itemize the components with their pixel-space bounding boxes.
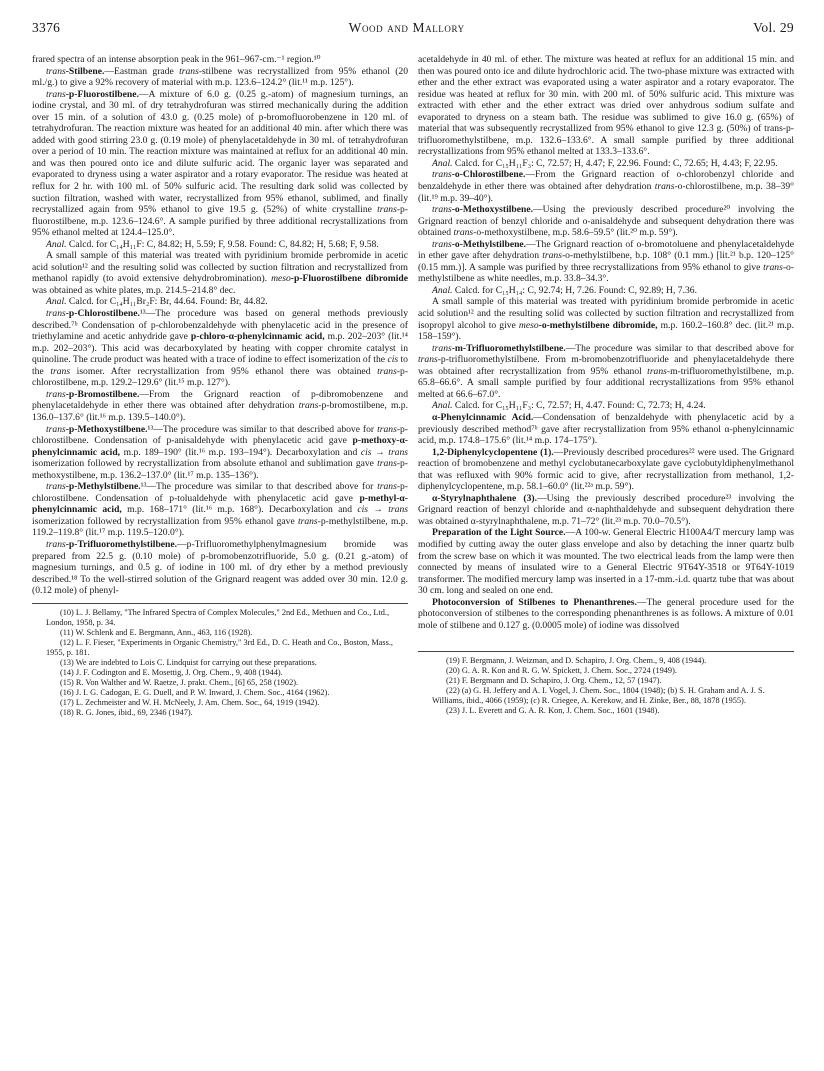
text-run: -o-methoxystilbene, m.p. 58.6–59.5° (lit.²⁰ m.p. 59°). bbox=[473, 227, 678, 239]
text-run: trans bbox=[46, 423, 66, 435]
text-run: trans bbox=[50, 365, 71, 377]
text-run: —A 100-w. General Electric H100A4/T mercury lamp was modified by cutting away the outer glass envelope and also by detaching the inner quartz bulb from the screw base on which it was mounted. The two electrical leads from the lamp were then connected by means of insulated wire to a General Electric 9T64Y-3518 or 9T64Y-1019 transformer. The modified mercury lamp was inserted in a 17-mm.-i.d. quartz tube that was about 30 cm. long and sealed on one end. bbox=[418, 527, 795, 597]
text-run: m.p. 189–190° (lit.¹⁶ m.p. 193–194°). Decarboxylation and bbox=[120, 446, 361, 458]
text-run: isomerization followed by recrystallization from 95% ethanol gave bbox=[32, 515, 298, 527]
footnote: (11) W. Schlenk and E. Bergmann, Ann., 463, 116 (1928). bbox=[60, 627, 253, 637]
paragraph: acetaldehyde in 40 ml. of ether. The mixture was heated at reflux for an additional 15 min. and then was poured onto ice and dilute hydrochloric acid. The two-phase mixture was extracted with ether and the ether extract was evaporated using a water aspirator and a rotary evaporator. The residue was heated at reflux for 30 min. with 200 ml. of 50% sulfuric acid. This mixture was extracted with ether and the ether extract was dried over anhydrous sodium sulfate and evaporated to dryness on a steam bath. The residue was sublimed to give 16.0 g. (65%) of material that was subsequently recrystallized from 95% ethanol to give 12.3 g. (50%) of trans-p-trifluoromethylstilbene, m.p. 132.6–133.6°. A small sample purified by three additional recrystallizations from 95% ethanol melted at 133.3–133.6°. bbox=[418, 54, 794, 158]
text-run: -p-Trifluoromethylstilbene. bbox=[65, 538, 178, 550]
analysis-paragraph bbox=[32, 296, 408, 308]
text-run: Anal. bbox=[46, 238, 67, 250]
footnote: (10) L. J. Bellamy, "The Infrared Spectra of Complex Molecules," 2nd Ed., Methuen and Co., Ltd., London, 1958, p. 34. bbox=[46, 607, 390, 627]
footnote: (13) We are indebted to Lois C. Lindquist for carrying out these preparations. bbox=[60, 657, 317, 667]
paragraph-p-trifluoromethylstilbene bbox=[32, 539, 408, 597]
footnote: (12) L. F. Fieser, "Experiments in Organic Chemistry," 3rd Ed., D. C. Heath and Co., Boston, Mass., 1955, p. 181. bbox=[46, 637, 394, 657]
text-run: ¹³—The procedure was similar to that described above for bbox=[140, 481, 378, 493]
text-run: ¹³—The procedure was similar to that described above for bbox=[147, 423, 378, 435]
text-run: trans bbox=[46, 308, 66, 320]
text-run: trans bbox=[377, 365, 397, 377]
text-run: -m-Trifluoromethylstilbene. bbox=[451, 342, 566, 354]
text-run: Calcd. for C₁₄H₁₁F: C, 84.82; H, 5.59; F, 9.58. Found: C, 84.82; H, 5.68; F, 9.58. bbox=[66, 238, 379, 250]
text-run: trans bbox=[46, 388, 66, 400]
text-run: trans bbox=[432, 204, 452, 216]
text-run: p-methyl-α-phenylcinnamic acid, bbox=[32, 492, 408, 516]
text-run: -p-Methoxystilbene. bbox=[65, 423, 148, 435]
text-run: Photoconversion of Stilbenes to Phenanthrenes. bbox=[432, 596, 637, 608]
footnote: (23) J. L. Everett and G. A. R. Kon, J. Chem. Soc., 1601 (1948). bbox=[446, 706, 660, 716]
text-run: 1,2-Diphenylcyclopentene (1). bbox=[432, 446, 554, 458]
paragraph-p-fluorostilbene bbox=[32, 89, 408, 239]
text-run: trans bbox=[453, 227, 474, 239]
text-run: trans bbox=[179, 65, 199, 77]
text-run: m.p. 168–171° (lit.¹⁶ m.p. 168°). Decarboxylation and bbox=[121, 504, 358, 516]
analysis-paragraph bbox=[418, 285, 794, 297]
text-run: -Stilbene. bbox=[65, 65, 105, 77]
text-run: trans bbox=[542, 250, 562, 262]
page-header bbox=[32, 20, 794, 44]
paragraph-o-methylstilbene bbox=[418, 239, 794, 285]
text-run: → bbox=[368, 504, 389, 516]
text-run: -p-Fluorostilbene. bbox=[65, 88, 139, 100]
footnote: (15) R. Von Walther and W. Raetze, J. prakt. Chem., [6] 65, 258 (1902). bbox=[60, 677, 299, 687]
text-run: p-chloro-α-phenylcinnamic acid, bbox=[190, 331, 325, 343]
text-run: A small sample of this material was treated with pyridinium bromide perbromide in acetic acid solution¹² and the resulting solid was collected by suction filtration and recrystallized from methanol rapidly (to avoid extensive dehydrobromination). bbox=[32, 250, 408, 285]
left-column bbox=[32, 54, 408, 718]
footnote: (20) G. A. R. Kon and R. G. W. Spickett, J. Chem. Soc., 2724 (1949). bbox=[446, 666, 677, 676]
text-run: trans bbox=[46, 538, 66, 550]
text-run: —The procedure was similar to that described above for bbox=[565, 342, 794, 354]
text-run: trans bbox=[388, 446, 409, 458]
text-run: trans bbox=[377, 204, 397, 216]
text-run: —Eastman grade bbox=[104, 65, 180, 77]
text-run: → bbox=[371, 446, 389, 458]
text-run: -p-chlorostilbene, m.p. 129.2–129.6° (lit.¹⁵ m.p. 127°). bbox=[32, 365, 409, 389]
text-run: A small sample of this material was treated with pyridinium bromide perbromide in acetic acid solution¹² and the resulting solid was collected by suction filtration and recrystallized from isopropyl alcohol to give bbox=[418, 296, 794, 331]
text-run: -p-chlorostilbene. Condensation of p-anisaldehyde with phenylacetic acid gave bbox=[32, 423, 408, 447]
text-run: -stilbene was recrystallized from 95% ethanol (20 ml./g.) to give a 92% recovery of material with m.p. 123.6–124.2° (lit.¹¹ m.p. 125°). bbox=[32, 65, 408, 89]
text-run: -p-methoxystilbene, m.p. 136.2–137.0° (lit.¹⁷ m.p. 135–136°). bbox=[32, 458, 408, 481]
text-run: trans bbox=[388, 504, 408, 516]
text-run: Calcd. for C₁₅H₁₁F₃: C, 72.57; H, 4.47; F, 22.96. Found: C, 72.65; H, 4.43; F, 22.95. bbox=[452, 157, 778, 169]
text-run: ¹³—The procedure was based on general methods previously described.⁷ᵇ Condensation of p-chlorobenzaldehyde with phenylacetic acid in the presence of triethylamine and acetic anhydride gave bbox=[32, 308, 408, 343]
text-run: Calcd. for C₁₅H₁₄: C, 92.74; H, 7.26. Found: C, 92.89; H, 7.36. bbox=[452, 284, 697, 296]
text-run: m.p. 202–203° (lit.¹⁴ m.p. 202–203°). This acid was decarboxylated by heating with copper chromite catalyst in quinoline. The crude product was heated with a trace of iodine to effect isomerization of the bbox=[32, 331, 408, 366]
text-run: -o-Chlorostilbene. bbox=[451, 169, 526, 181]
text-run: trans bbox=[763, 261, 783, 273]
footnote: (22) (a) G. H. Jeffery and A. I. Vogel, J. Chem. Soc., 1804 (1948); (b) S. H. Graham and A. J. S. Williams, ibid., 4066 (1959); (c) R. Criegee, A. Kerekow, and H. Zinke, Ber., 88, 1878 (1955). bbox=[432, 686, 765, 706]
text-run: Calcd. for C₁₅H₁₁F₃: C, 72.57; H, 4.47. Found: C, 72.73; H, 4.24. bbox=[452, 400, 706, 412]
paragraph-styrylnaphthalene bbox=[418, 493, 794, 528]
text-run: cis bbox=[357, 504, 369, 516]
text-run: m.p. 160.2–160.8° dec. (lit.²¹ m.p. 158–159°). bbox=[418, 319, 794, 343]
footnote: (14) J. F. Codington and E. Mosettig, J. Org. Chem., 9, 408 (1944). bbox=[60, 667, 283, 677]
text-run: -o-Methoxystilbene. bbox=[451, 204, 534, 216]
text-run: —Previously described procedures²² were used. The Grignard reaction of bromobenzene and methyl cyclobutanecarboxylate gave cyclobutyldiphenylmethanol that was refluxed with 90% formic acid to give, after recrystallization from methanol, 1,2-diphenylcyclopentene, m.p. 58.1–60.0° (lit.²²ᵃ m.p. 59°). bbox=[418, 446, 795, 493]
footnote: (17) L. Zechmeister and W. H. McNeely, J. Am. Chem. Soc., 64, 1919 (1942). bbox=[60, 697, 320, 707]
paragraph-light-source bbox=[418, 527, 794, 596]
footnote: (21) F. Bergmann and D. Schapiro, J. Org. Chem., 12, 57 (1947). bbox=[446, 676, 662, 686]
paragraph-p-methylstilbene bbox=[32, 481, 408, 539]
text-run: -o-Methylstilbene. bbox=[451, 238, 527, 250]
right-column bbox=[418, 54, 794, 718]
paragraph-dibromide bbox=[32, 250, 408, 296]
paragraph-phenylcinnamic-acid bbox=[418, 412, 794, 447]
paragraph-diphenylcyclopentene bbox=[418, 447, 794, 493]
text-run: was obtained as white plates, m.p. 214.5–214.8° dec. bbox=[32, 284, 236, 296]
text-run: Preparation of the Light Source. bbox=[432, 527, 566, 539]
text-run: -p-Bromostilbene. bbox=[65, 388, 140, 400]
text-run: —From the Grignard reaction of p-dibromobenzene and phenylacetaldehyde in ether there was obtained after dehydration bbox=[32, 388, 408, 412]
footnotes-left bbox=[32, 608, 408, 718]
text-run: Anal. bbox=[432, 157, 453, 169]
footnote: (16) J. I. G. Cadogan, E. G. Duell, and P. W. Inward, J. Chem. Soc., 4164 (1962). bbox=[60, 687, 330, 697]
text-run: -p-methylstilbene, m.p. 119.2–119.8° (lit.¹⁷ m.p. 119.5–120.0°). bbox=[32, 515, 409, 539]
running-title: Wood and Mallory bbox=[348, 20, 465, 35]
footnote: (18) R. G. Jones, ibid., 69, 2346 (1947). bbox=[60, 707, 193, 717]
text-run: —The Grignard reaction of o-bromotoluene and phenylacetaldehyde in ether gave after dehydration bbox=[418, 238, 794, 262]
text-run: trans bbox=[432, 169, 452, 181]
paragraph-o-methylstilbene-dibromide bbox=[418, 296, 794, 342]
text-run: Anal. bbox=[432, 284, 453, 296]
text-run: —Using the previously described procedure²⁰ involving the Grignard reaction of benzyl chloride and o-anisaldehyde and subsequent dehydration there was obtained bbox=[418, 204, 794, 239]
text-run: —The general procedure used for the photoconversion of stilbenes to the corresponding phenanthrenes is as follows. A mixture of 0.01 mole of stilbene and 0.127 g. (0.0005 mole) of iodine was dissolved bbox=[418, 596, 794, 631]
analysis-paragraph bbox=[418, 158, 794, 170]
text-run: -p-Methylstilbene. bbox=[65, 481, 141, 493]
text-run: trans bbox=[46, 65, 66, 77]
text-run: -p-fluorostilbene, m.p. 123.6–124.6°. A sample purified by three additional recrystallizations from 95% ethanol melted at 124.4–125.0°. bbox=[32, 204, 408, 239]
text-run: trans bbox=[418, 354, 438, 366]
two-column-body bbox=[32, 54, 794, 718]
footnote-divider bbox=[418, 651, 794, 652]
text-run: -m-trifluoromethylstilbene, m.p. 65.8–66.6°. A small sample purified by four additional recrystallizations from 95% ethanol melted at 66.6–67.0°. bbox=[418, 365, 794, 400]
text-run: Calcd. for C₁₄H₁₁Br₂F: Br, 44.64. Found: Br, 44.82. bbox=[66, 296, 268, 308]
text-run: —From the Grignard reaction of o-chlorobenzyl chloride and benzaldehyde in ether there was obtained after dehydration bbox=[418, 169, 794, 193]
text-run: trans bbox=[46, 88, 66, 100]
text-run: α-Phenylcinnamic Acid. bbox=[432, 411, 534, 423]
text-run: trans bbox=[654, 181, 675, 193]
paragraph: frared spectra of an intense absorption peak in the 961–967-cm.⁻¹ region.¹⁰ bbox=[32, 54, 321, 65]
paragraph-o-methoxystilbene bbox=[418, 204, 794, 239]
text-run: meso bbox=[518, 319, 539, 331]
text-run: Anal. bbox=[432, 400, 453, 412]
text-run: p-methoxy-α-phenylcinnamic acid, bbox=[32, 435, 408, 458]
text-run: α-Styrylnaphthalene (3). bbox=[432, 492, 537, 504]
paragraph-o-chlorostilbene bbox=[418, 169, 794, 204]
text-run: Anal. bbox=[46, 296, 67, 308]
text-run: -o-methylstilbene as white needles, m.p. 33.8–34.3°. bbox=[418, 261, 794, 285]
text-run: isomerization followed by recrystallization from absolute ethanol and sublimation gave bbox=[32, 458, 378, 470]
text-run: -p-trifluoromethylstilbene. From m-bromobenzotrifluoride and phenylacetaldehyde there was obtained after recrystallization from 95% ethanol bbox=[418, 354, 794, 377]
page-number: 3376 bbox=[32, 20, 61, 35]
paragraph-p-methoxystilbene bbox=[32, 424, 408, 482]
text-run: -p-Fluorostilbene dibromide bbox=[290, 273, 408, 285]
text-run: —Using the previously described procedure²³ involving the Grignard reaction of benzyl chloride and α-naphthaldehyde and subsequent dehydration there was obtained α-styrylnaphthalene, m.p. 71–72° (lit.²³ m.p. 70.0–70.5°). bbox=[418, 492, 794, 527]
text-run: trans bbox=[377, 481, 397, 493]
text-run: trans bbox=[647, 365, 667, 377]
text-run: trans bbox=[46, 481, 66, 493]
text-run: trans bbox=[377, 458, 397, 470]
text-run: cis bbox=[360, 446, 372, 458]
paragraph-p-bromostilbene bbox=[32, 389, 408, 424]
paragraph-p-chlorostilbene bbox=[32, 308, 408, 389]
footnote-divider bbox=[32, 603, 408, 604]
text-run: meso bbox=[271, 273, 291, 285]
text-run: -p-Chlorostilbene. bbox=[65, 308, 140, 320]
text-run: —p-Trifluoromethylphenylmagnesium bromide was prepared from 22.5 g. (0.10 mole) of p-bromobenzotrifluoride, 5.0 g. (0.21 g.-atom) of magnesium turnings, and 0.5 g. of iodine in 100 ml. of dry ether by a method previously described.¹⁸ To the well-stirred solution of the Grignard reagent was added over 30 min. 12.0 g. (0.12 mole) of phenyl- bbox=[32, 538, 408, 597]
text-run: -o-chlorostilbene, m.p. 38–39° (lit.¹⁹ m.p. 39–40°). bbox=[418, 181, 794, 204]
text-run: trans bbox=[297, 515, 318, 527]
text-run: -p-bromostilbene, m.p. 136.0–137.6° (lit.¹⁶ m.p. 139.5–140.0°). bbox=[32, 400, 408, 423]
text-run: —Condensation of benzaldehyde with phenylacetic acid by a previously described method⁷ᵇ gave after recrystallization from 95% ethanol α-phenylcinnamic acid, m.p. 174.8–175.6° (lit.¹⁴ m.p. 174–175°). bbox=[418, 411, 794, 447]
analysis-paragraph bbox=[418, 400, 794, 412]
text-run: -o-methylstilbene, b.p. 108° (0.1 mm.) [lit.²¹ b.p. 120–125° (0.15 mm.)]. A sample was purified by three recrystallizations from 95% ethanol to give bbox=[418, 250, 794, 273]
paragraph-m-trifluoromethylstilbene bbox=[418, 343, 794, 401]
text-run: isomer. After recrystallization from 95% ethanol there was obtained bbox=[70, 365, 378, 377]
text-run: cis bbox=[387, 354, 399, 366]
text-run: trans bbox=[432, 238, 452, 250]
text-run: -p-chlorostilbene. Condensation of p-tolualdehyde with phenylacetic acid gave bbox=[32, 481, 408, 504]
text-run: —A mixture of 6.0 g. (0.25 g.-atom) of magnesium turnings, an iodine crystal, and 30 ml. of dry tetrahydrofuran was stirred mechanically during the addition over 15 min. of a solution of 43.0 g. (0.25 mole) of p-bromofluorobenzene in 120 ml. of tetrahydrofuran. The reaction mixture was heated for an additional 40 min. after which there was added with good stirring 23.0 g. (0.19 mole) of phenylacetaldehyde in 30 ml. of tetrahydrofuran over a period of 10 min. The reaction mixture was maintained at reflux for an additional 40 min. and was then poured onto ice and dilute sulfuric acid. The organic layer was separated and evaporated to dryness using a water aspirator and a rotary evaporator. The residue was heated at reflux for 2 hr. with 100 ml. of 50% sulfuric acid. The resulting dark solid was collected by suction filtration, washed with water, recrystallized from 95% ethanol, sublimed, and finally recrystallized again from 95% ethanol to give 19.5 g. (52%) of white crystalline bbox=[32, 88, 408, 216]
text-run: to the bbox=[32, 354, 408, 377]
footnotes-right bbox=[418, 656, 794, 716]
text-run: trans bbox=[298, 400, 319, 412]
volume-label: Vol. 29 bbox=[753, 20, 794, 35]
paragraph-photoconversion bbox=[418, 597, 794, 632]
analysis-paragraph bbox=[32, 239, 408, 251]
text-run: -o-methylstilbene dibromide, bbox=[538, 319, 658, 331]
text-run: trans bbox=[432, 342, 452, 354]
text-run: trans bbox=[377, 423, 397, 435]
footnote: (19) F. Bergmann, J. Weizman, and D. Schapiro, J. Org. Chem., 9, 408 (1944). bbox=[446, 656, 707, 666]
paragraph-trans-stilbene bbox=[32, 66, 408, 89]
